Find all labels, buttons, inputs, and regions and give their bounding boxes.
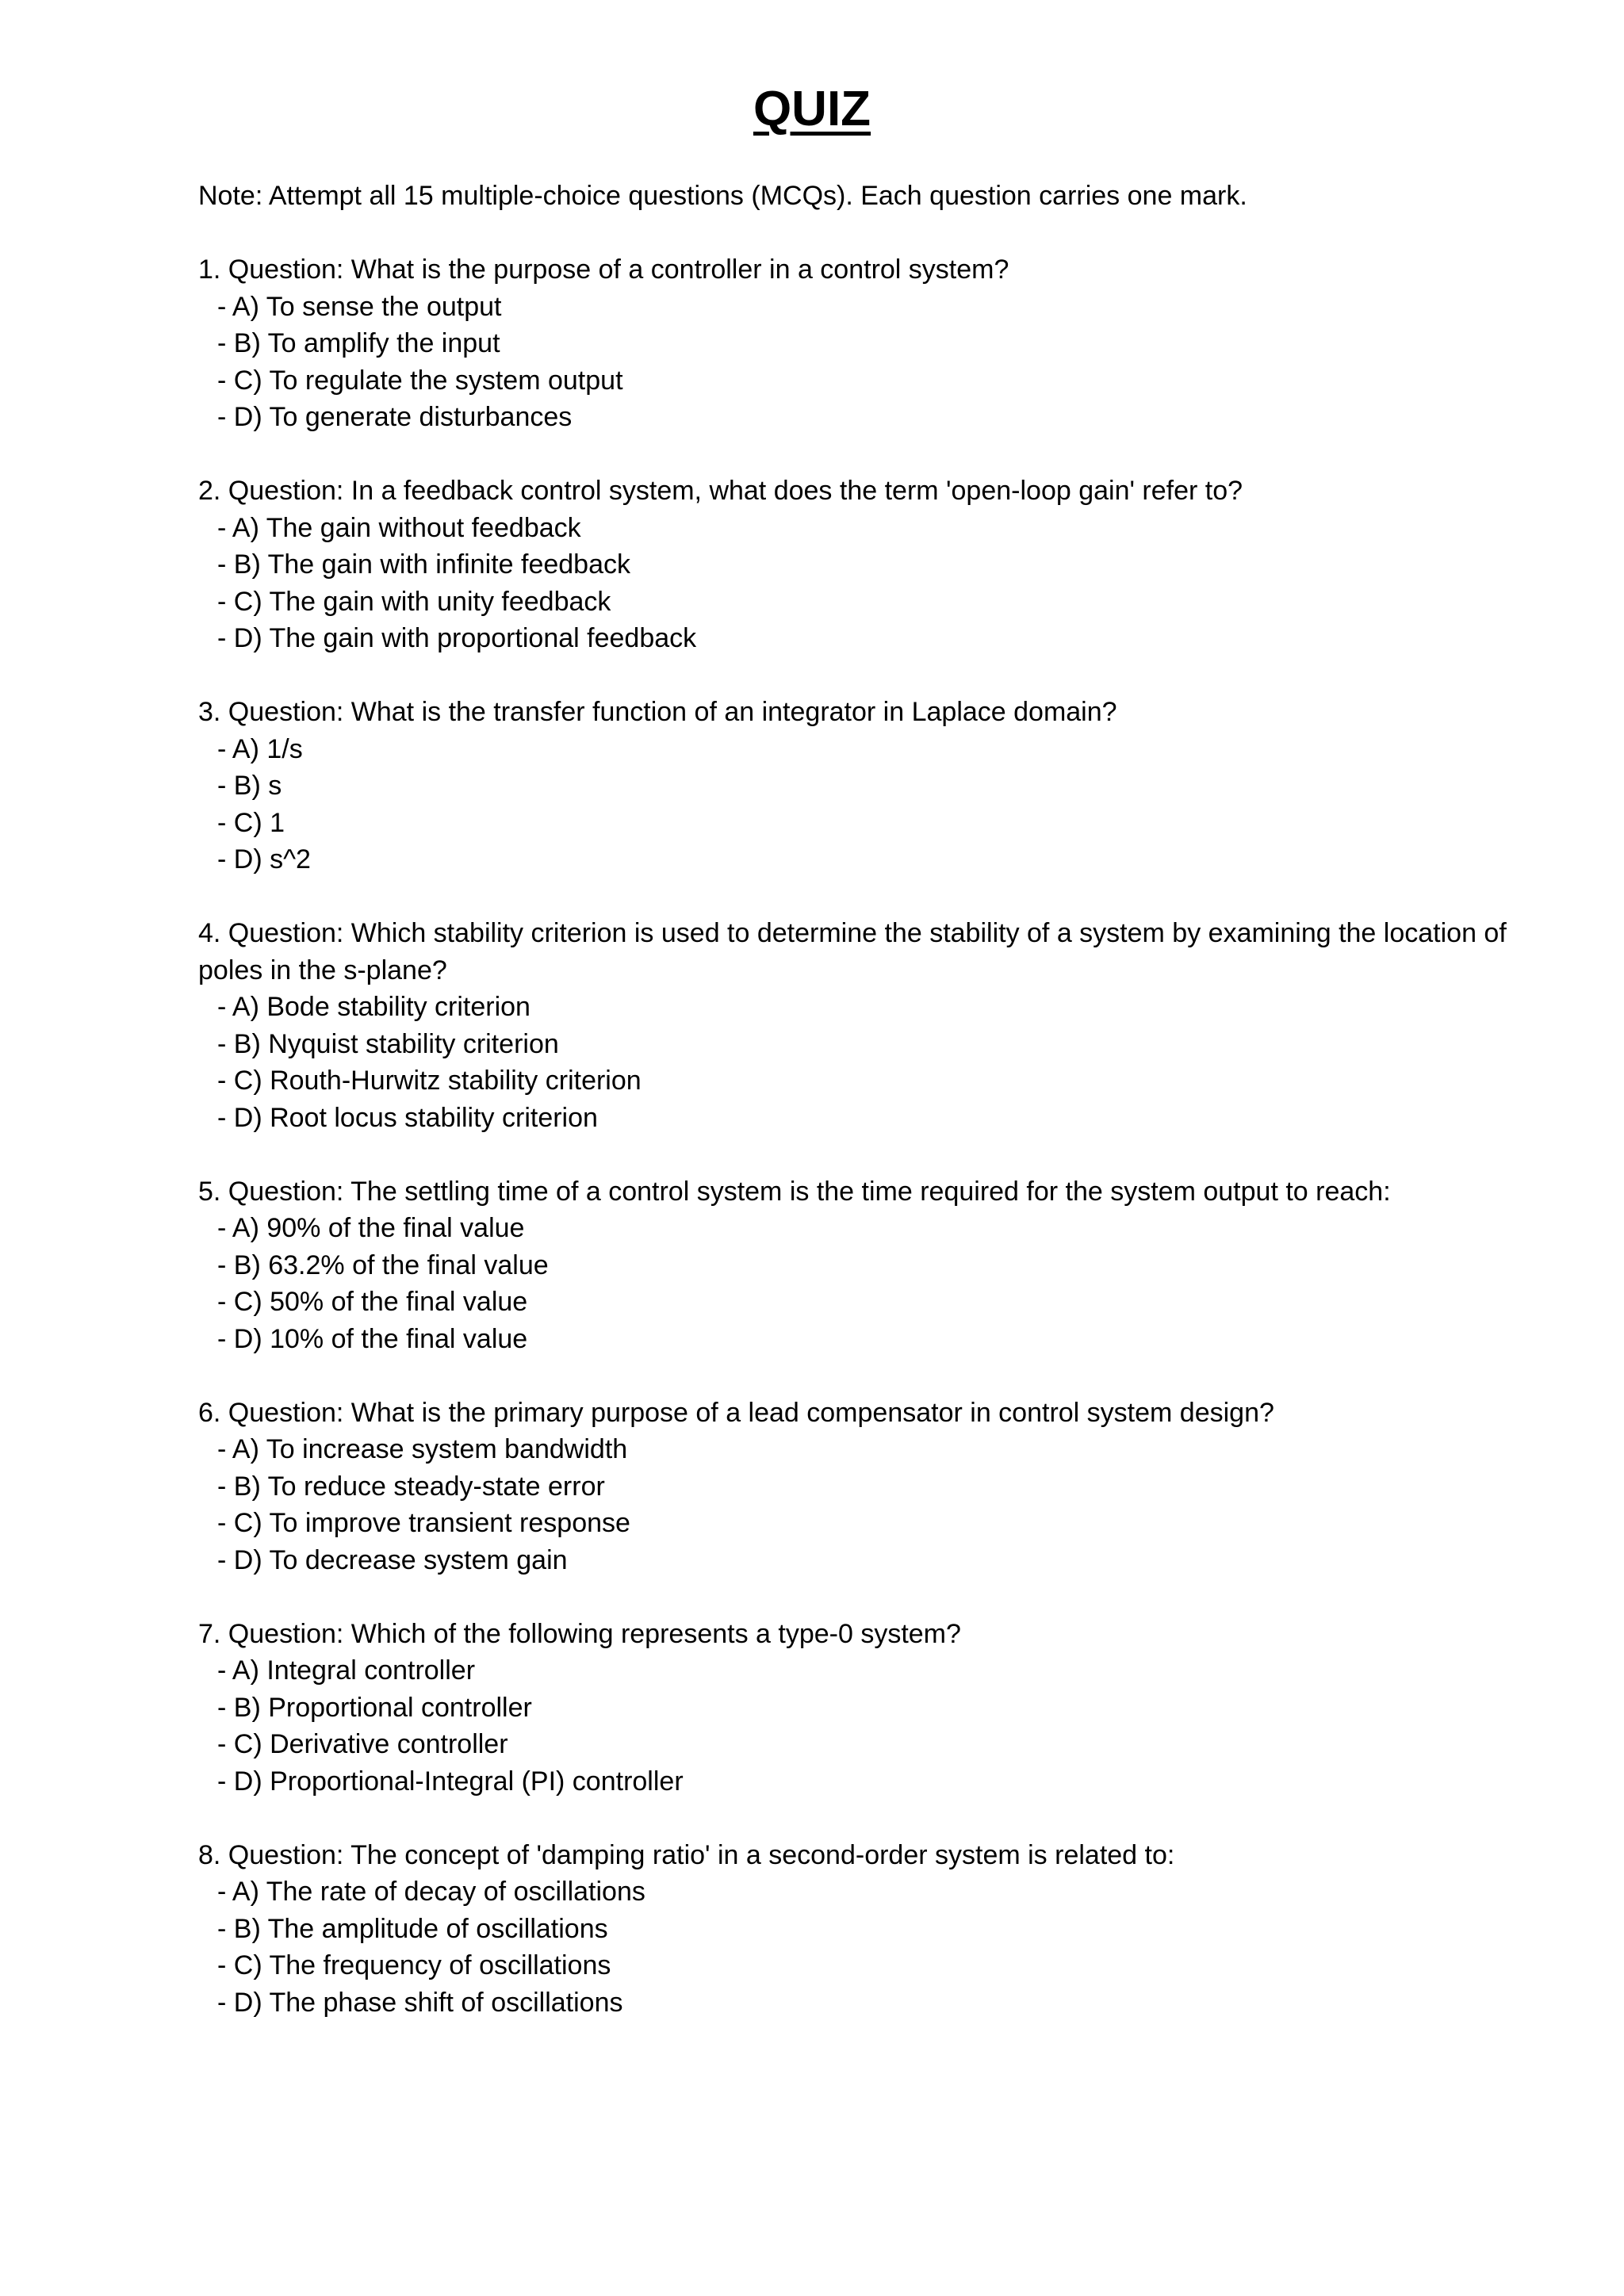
option-d: - D) 10% of the final value <box>217 1323 528 1354</box>
option-b: - B) s <box>217 771 282 801</box>
question-text: 1. Question: What is the purpose of a controller in a control system? <box>198 254 1009 285</box>
question-4 <box>198 915 1515 1136</box>
question-6 <box>198 1395 1515 1579</box>
option-b: - B) The amplitude of oscillations <box>217 1913 608 1944</box>
option-d: - D) Root locus stability criterion <box>217 1102 598 1133</box>
option-c: - C) Derivative controller <box>217 1729 508 1759</box>
option-c: - C) 1 <box>217 807 285 838</box>
option-d: - D) s^2 <box>217 844 311 874</box>
option-c: - C) To improve transient response <box>217 1508 630 1538</box>
option-a: - A) The gain without feedback <box>217 512 581 543</box>
question-1 <box>198 251 1515 436</box>
question-5 <box>198 1173 1515 1358</box>
option-a: - A) Bode stability criterion <box>217 992 530 1022</box>
page-title: QUIZ <box>753 82 871 136</box>
option-d: - D) To generate disturbances <box>217 402 573 432</box>
question-text: 5. Question: The settling time of a control system is the time required for the system output to reach: <box>198 1176 1391 1207</box>
option-c: - C) 50% of the final value <box>217 1287 528 1317</box>
option-c: - C) To regulate the system output <box>217 365 623 396</box>
option-b: - B) To reduce steady-state error <box>217 1471 605 1502</box>
question-text: 6. Question: What is the primary purpose of a lead compensator in control system design? <box>198 1397 1274 1428</box>
option-a: - A) 1/s <box>217 733 303 764</box>
option-a: - A) To sense the output <box>217 291 502 322</box>
question-7 <box>198 1616 1515 1800</box>
option-d: - D) Proportional-Integral (PI) controller <box>217 1766 684 1797</box>
quiz-content <box>198 178 1515 2058</box>
option-b: - B) The gain with infinite feedback <box>217 549 630 580</box>
question-text: 2. Question: In a feedback control system, what does the term 'open-loop gain' refer to? <box>198 476 1243 506</box>
option-a: - A) Integral controller <box>217 1655 476 1686</box>
option-d: - D) The phase shift of oscillations <box>217 1987 623 2018</box>
question-text: 4. Question: Which stability criterion is used to determine the stability of a system by examining the location of poles in the s-plane? <box>198 918 1515 985</box>
option-c: - C) The frequency of oscillations <box>217 1950 611 1980</box>
option-a: - A) To increase system bandwidth <box>217 1434 628 1464</box>
instructions-note: Note: Attempt all 15 multiple-choice questions (MCQs). Each question carries one mark. <box>198 181 1247 211</box>
option-b: - B) Nyquist stability criterion <box>217 1028 559 1059</box>
question-text: 8. Question: The concept of 'damping ratio' in a second-order system is related to: <box>198 1839 1175 1870</box>
option-c: - C) Routh-Hurwitz stability criterion <box>217 1066 642 1096</box>
option-b: - B) Proportional controller <box>217 1692 532 1723</box>
option-d: - D) The gain with proportional feedback <box>217 623 697 653</box>
option-a: - A) 90% of the final value <box>217 1213 525 1243</box>
question-3 <box>198 694 1515 878</box>
option-b: - B) 63.2% of the final value <box>217 1249 549 1280</box>
option-a: - A) The rate of decay of oscillations <box>217 1877 645 1907</box>
question-8 <box>198 1837 1515 2022</box>
question-text: 7. Question: Which of the following represents a type-0 system? <box>198 1618 961 1649</box>
option-c: - C) The gain with unity feedback <box>217 586 611 617</box>
question-2 <box>198 473 1515 657</box>
question-text: 3. Question: What is the transfer function of an integrator in Laplace domain? <box>198 697 1117 727</box>
option-d: - D) To decrease system gain <box>217 1544 568 1575</box>
option-b: - B) To amplify the input <box>217 328 500 358</box>
